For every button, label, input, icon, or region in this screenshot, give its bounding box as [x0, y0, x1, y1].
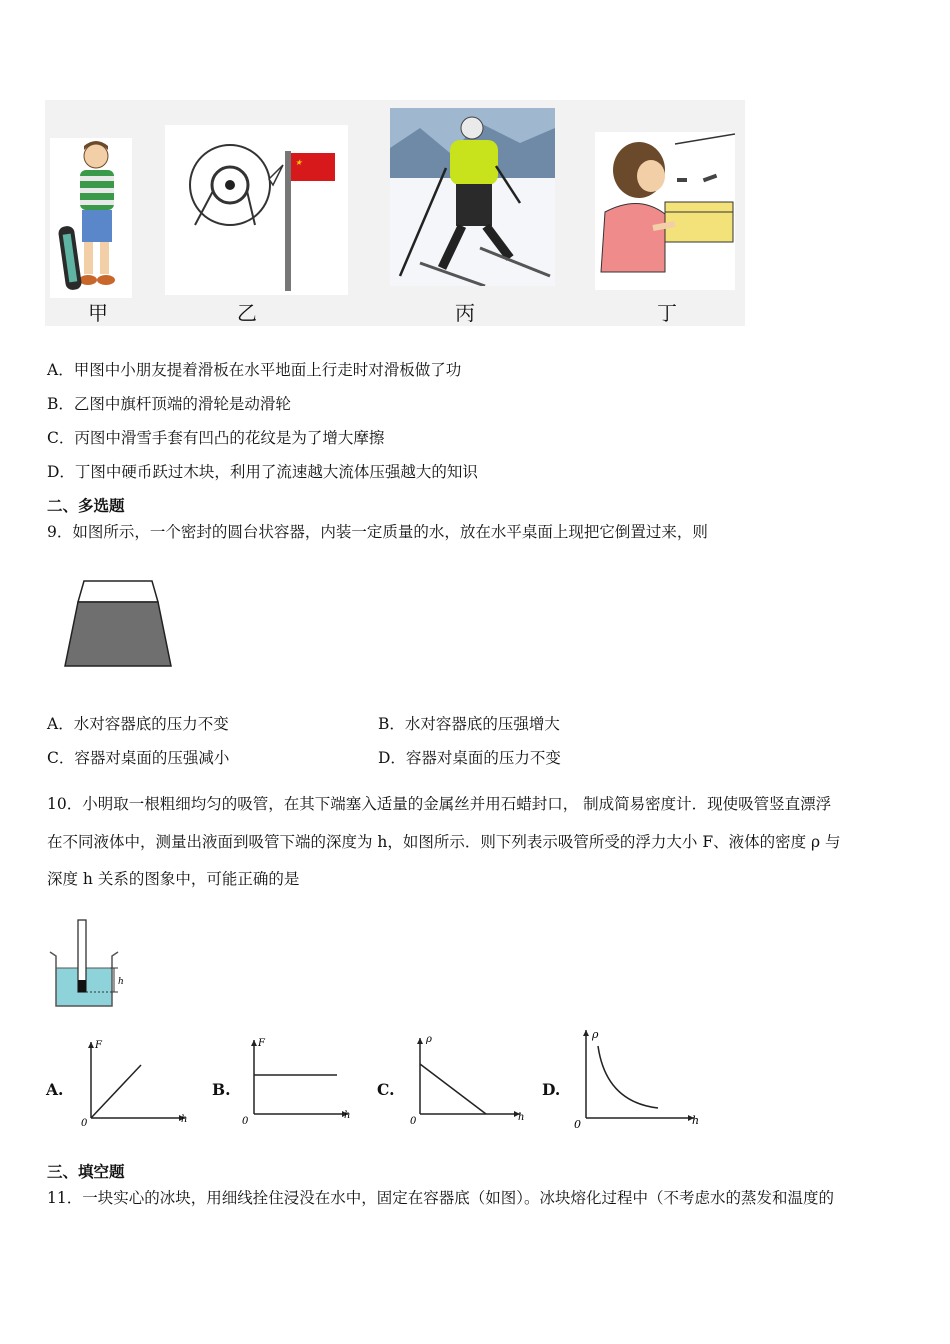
graph-a-line [91, 1065, 141, 1118]
graph-b-y-label: F [258, 1038, 265, 1049]
graph-a-x-label: h [181, 1114, 188, 1125]
q9-option-a: A．水对容器底的压力不变 [47, 715, 229, 733]
q10-graph-c [404, 1030, 534, 1130]
boy-illustration [50, 138, 132, 298]
graph-d-origin: 0 [574, 1118, 581, 1131]
graph-c-origin: 0 [410, 1116, 417, 1127]
graph-c-line [420, 1064, 486, 1114]
q10-stem-line-3: 深度 h 关系的图象中，可能正确的是 [47, 870, 300, 888]
q10-graph-b-option: B. [212, 1080, 231, 1099]
image-bing-skier [390, 108, 555, 286]
graph-a-y-label: F [95, 1040, 102, 1051]
q8-option-a: A．甲图中小朋友提着滑板在水平地面上行走时对滑板做了功 [47, 361, 462, 379]
q8-option-b: B．乙图中旗杆顶端的滑轮是动滑轮 [47, 395, 291, 413]
q10-stem-line-2: 在不同液体中，测量出液面到吸管下端的深度为 h，如图所示．则下列表示吸管所受的浮力大小 F、液体的密度 ρ 与 [47, 833, 841, 851]
svg-text:★: ★ [295, 158, 303, 167]
q9-option-d: D．容器对桌面的压力不变 [378, 749, 561, 767]
section-title-multiple-choice: 二、多选题 [47, 496, 125, 515]
q9-frustum-container [60, 576, 176, 672]
image-ding-coin-jump [595, 132, 735, 290]
q10-graph-a-option: A. [46, 1080, 64, 1099]
caption-bing: 丙 [455, 301, 475, 325]
q10-graph-d-option: D. [542, 1080, 561, 1099]
q10-graph-d [570, 1024, 706, 1134]
graph-c-x-label: h [518, 1112, 525, 1123]
section-title-fill-in: 三、填空题 [47, 1162, 125, 1181]
q10-beaker-diagram [46, 916, 136, 1012]
image-jia-boy-skateboard [50, 138, 132, 298]
graph-a-origin: 0 [81, 1118, 88, 1129]
q10-graph-b [238, 1034, 358, 1130]
graph-d-x-label: h [692, 1114, 700, 1127]
caption-ding: 丁 [657, 301, 677, 325]
graph-d-y-label: ρ [592, 1028, 599, 1041]
q9-stem: 9．如图所示，一个密封的圆台状容器，内装一定质量的水，放在水平桌面上现把它倒置过来，则 [47, 523, 708, 541]
q8-option-d: D．丁图中硬币跃过木块，利用了流速越大流体压强越大的知识 [47, 463, 478, 481]
image-yi-flagpole-pulley [165, 125, 348, 295]
skier-photo [390, 108, 555, 286]
coin-illustration [595, 132, 735, 290]
q9-option-b: B．水对容器底的压强增大 [378, 715, 560, 733]
beaker-h-label: h [118, 977, 124, 987]
q9-option-c: C．容器对桌面的压强减小 [47, 749, 230, 767]
q10-stem-line-1: 10．小明取一根粗细均匀的吸管，在其下端塞入适量的金属丝并用石蜡封口， 制成简易密度计．现使吸管竖直漂浮 [47, 795, 832, 813]
graph-b-x-label: h [344, 1110, 351, 1121]
q10-graph-c-option: C. [377, 1080, 395, 1099]
caption-yi: 乙 [237, 301, 257, 325]
graph-c-y-label: ρ [426, 1034, 432, 1045]
caption-jia: 甲 [88, 301, 108, 325]
graph-d-curve [598, 1046, 658, 1108]
figure-q8-panel [45, 100, 745, 326]
graph-b-origin: 0 [242, 1116, 249, 1127]
pulley-illustration [165, 125, 348, 295]
q8-option-c: C．丙图中滑雪手套有凹凸的花纹是为了增大摩擦 [47, 429, 385, 447]
q11-stem: 11．一块实心的冰块，用细线拴住浸没在水中，固定在容器底（如图）。冰块熔化过程中（不考虑水的蒸发和温度的 [47, 1189, 834, 1207]
q10-graph-a [75, 1034, 195, 1130]
